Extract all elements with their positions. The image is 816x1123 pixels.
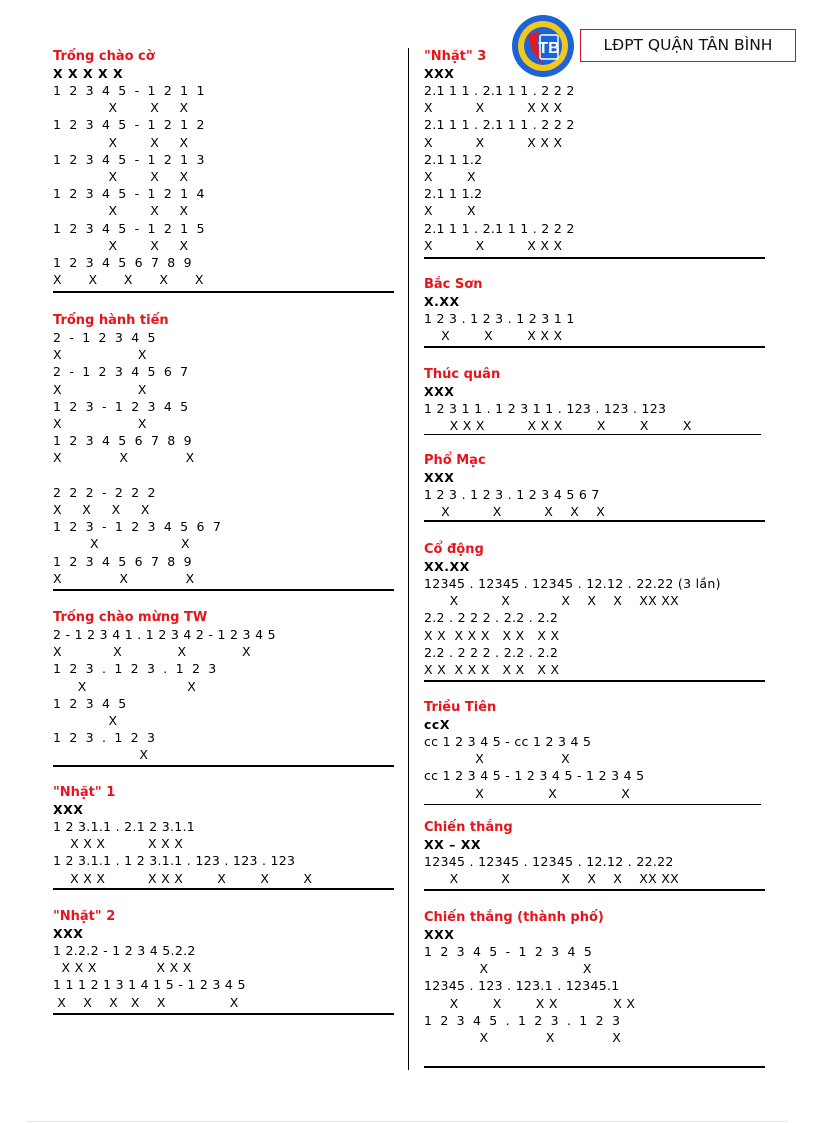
pattern-line: 2 2 2 - 2 2 2 (53, 484, 158, 500)
pattern-line: 1 1 1 2 1 3 1 4 1 5 - 1 2 3 4 5 (53, 977, 246, 993)
pattern-line: X (53, 747, 151, 763)
pattern-line: 1 2 3 . 1 2 3 . 1 2 3 1 1 (424, 311, 575, 326)
pattern-line: 2.1 1 1.2 (424, 151, 483, 167)
logo-letters: TB (538, 40, 560, 57)
blank-line (53, 467, 394, 484)
pattern-line: X X (53, 536, 192, 552)
section-pattern: XXX (424, 470, 455, 485)
pattern-line: 1 2 3 . 1 2 3 . 1 2 3 4 5 6 7 (424, 487, 600, 502)
pattern-line: X X (424, 751, 570, 767)
section-divider (53, 765, 394, 767)
section-divider (424, 257, 765, 259)
pattern-line: 1 2 3 4 5 - 1 2 3 4 5 (424, 944, 594, 959)
section-co-dong (424, 541, 765, 678)
pattern-line: 2.1 1 1.2 (424, 186, 483, 202)
pattern-line: X (53, 713, 120, 729)
section-title: "Nhặt" 3 (424, 49, 487, 64)
pattern-line: 1 2.2.2 - 1 2 3 4 5.2.2 (53, 943, 196, 958)
section-trong-chao-co (53, 48, 394, 288)
pattern-line: 2.1 1 1 . 2.1 1 1 . 2 2 2 (424, 220, 575, 236)
section-nhat-3 (424, 48, 765, 254)
section-title: Triều Tiên (424, 700, 497, 715)
section-pattern: XX – XX (424, 837, 482, 852)
section-divider (424, 680, 765, 682)
pattern-line: X X (53, 381, 149, 397)
section-title: Bắc Sơn (424, 277, 483, 292)
section-chien-thang (424, 819, 765, 887)
pattern-line: X X X X X (53, 272, 206, 288)
pattern-line: X X X X (53, 502, 152, 518)
pattern-line: X X X X (53, 644, 251, 660)
pattern-line: X X (424, 203, 476, 219)
section-trong-hanh-tien (53, 312, 394, 587)
pattern-line: X X (424, 961, 594, 977)
pattern-line: 2 - 1 2 3 4 5 (53, 330, 158, 345)
section-title: "Nhặt" 1 (53, 785, 116, 800)
brand-title: LĐPT QUẬN TÂN BÌNH (580, 29, 796, 62)
section-divider (424, 520, 765, 522)
pattern-line: 1 2 3 4 5 - 1 2 1 1 (53, 83, 207, 98)
pattern-line: X X X (53, 134, 191, 150)
section-pattern: XXX (424, 384, 455, 399)
pattern-line: X X (53, 416, 149, 432)
section-chien-thang-thanh-pho (424, 909, 765, 1046)
pattern-line: X X X (53, 450, 197, 466)
pattern-line: X X (424, 169, 476, 185)
pattern-line: X X X (53, 570, 197, 586)
section-pho-mac (424, 452, 765, 520)
pattern-line: 1 2 3 4 5 6 7 8 9 (53, 255, 194, 271)
pattern-line: 1 2 3.1.1 . 2.1 2 3.1.1 (53, 819, 196, 834)
pattern-line: X X X X X (424, 134, 563, 150)
pattern-line: 12345 . 12345 . 12345 . 12.12 . 22.22 (3 lần) (424, 576, 721, 591)
section-pattern: XX.XX (424, 559, 470, 574)
pattern-line: X X X X X X (53, 994, 239, 1010)
section-divider (424, 1066, 765, 1068)
section-pattern: XXX (424, 66, 455, 81)
pattern-line: cc 1 2 3 4 5 - cc 1 2 3 4 5 (424, 734, 592, 749)
section-divider (424, 434, 761, 435)
section-divider (424, 804, 761, 805)
section-nhat-1 (53, 784, 394, 887)
section-divider (53, 589, 394, 591)
pattern-line: 2.1 1 1 . 2.1 1 1 . 2 2 2 (424, 83, 575, 98)
pattern-line: X X X X X X (53, 836, 184, 852)
pattern-line: 1 2 3 4 5 - 1 2 1 4 (53, 186, 207, 202)
section-title: Phổ Mạc (424, 453, 486, 468)
pattern-line: X X X X X (424, 504, 606, 520)
pattern-line: X X X (424, 785, 631, 801)
section-pattern: X.XX (424, 294, 460, 309)
pattern-line: X X X (53, 100, 191, 116)
pattern-line: X X X X X XX XX (424, 593, 679, 609)
pattern-line: X X X (424, 1030, 623, 1046)
pattern-line: 1 2 3 4 5 6 7 8 9 (53, 433, 194, 449)
pattern-line: X X X X X (424, 328, 563, 344)
column-divider (408, 48, 409, 1070)
section-bac-son (424, 276, 765, 344)
pattern-line: 12345 . 12345 . 12345 . 12.12 . 22.22 (424, 854, 674, 869)
section-trong-chao-mung-tw (53, 609, 394, 764)
pattern-line: 1 2 3 1 1 . 1 2 3 1 1 . 123 . 123 . 123 (424, 401, 667, 416)
pattern-line: X X X X X X X X X (53, 870, 313, 886)
pattern-line: X X X (53, 237, 191, 253)
pattern-line: 2 - 1 2 3 4 5 6 7 (53, 364, 191, 380)
pattern-line: 1 2 3 . 1 2 3 . 1 2 3 (53, 661, 219, 677)
section-divider (53, 1013, 394, 1015)
pattern-line: X X X X X X X X X (424, 627, 560, 643)
pattern-line: 1 2 3 4 5 - 1 2 1 2 (53, 117, 207, 133)
pattern-line: 1 2 3 4 5 6 7 8 9 (53, 553, 194, 569)
section-pattern: ccX (424, 717, 450, 732)
section-divider (53, 888, 394, 890)
section-title: Trống chào mừng TW (53, 610, 208, 625)
pattern-line: 1 2 3 4 5 . 1 2 3 . 1 2 3 (424, 1012, 623, 1028)
pattern-line: X X X X X X X X X (424, 662, 560, 678)
section-title: Chiến thắng (thành phố) (424, 910, 604, 925)
pattern-line: X X X X X X (424, 995, 636, 1011)
pattern-line: 12345 . 123 . 123.1 . 12345.1 (424, 978, 620, 994)
section-pattern: X X X X X (53, 66, 124, 81)
pattern-line: 1 2 3 . 1 2 3 (53, 730, 158, 746)
pattern-line: 1 2 3 4 5 - 1 2 1 5 (53, 220, 207, 236)
pattern-line: 2.2 . 2 2 2 . 2.2 . 2.2 (424, 644, 559, 660)
section-title: "Nhặt" 2 (53, 909, 116, 924)
pattern-line: X X X X X (424, 237, 563, 253)
footer-dotted-line (28, 1121, 788, 1122)
pattern-line: 1 2 3 - 1 2 3 4 5 (53, 398, 191, 414)
section-divider (53, 291, 394, 293)
section-title: Thúc quân (424, 367, 501, 382)
pattern-line: 1 2 3.1.1 . 1 2 3.1.1 . 123 . 123 . 123 (53, 853, 296, 869)
section-thuc-quan (424, 366, 765, 434)
pattern-line: X X X X X X (53, 960, 192, 976)
section-title: Trống chào cờ (53, 49, 155, 64)
pattern-line: 1 2 3 4 5 (53, 695, 129, 711)
pattern-line: X X X (53, 169, 191, 185)
pattern-line: cc 1 2 3 4 5 - 1 2 3 4 5 - 1 2 3 4 5 (424, 768, 645, 784)
section-pattern: XXX (53, 802, 84, 817)
pattern-line: 2.2 . 2 2 2 . 2.2 . 2.2 (424, 610, 559, 626)
pattern-line: X X X X X XX XX (424, 871, 679, 887)
pattern-line: X X (53, 678, 198, 694)
section-divider (424, 889, 765, 891)
section-title: Cổ động (424, 542, 484, 557)
pattern-line: X X X X X X X X X (424, 418, 692, 434)
pattern-line: 1 2 3 4 5 - 1 2 1 3 (53, 151, 207, 167)
section-title: Chiến thắng (424, 820, 513, 835)
section-pattern: XXX (53, 926, 84, 941)
pattern-line: 1 2 3 - 1 2 3 4 5 6 7 (53, 519, 223, 535)
pattern-line: 2.1 1 1 . 2.1 1 1 . 2 2 2 (424, 117, 575, 133)
pattern-line: X X (53, 347, 149, 363)
pattern-line: X X X (53, 203, 191, 219)
section-divider (424, 346, 765, 348)
section-pattern: XXX (424, 927, 455, 942)
section-title: Trống hành tiến (53, 313, 169, 328)
pattern-line: X X X X X (424, 100, 563, 116)
section-trieu-tien (424, 699, 765, 802)
pattern-line: 2 - 1 2 3 4 1 . 1 2 3 4 2 - 1 2 3 4 5 (53, 627, 276, 642)
section-nhat-2 (53, 908, 394, 1011)
